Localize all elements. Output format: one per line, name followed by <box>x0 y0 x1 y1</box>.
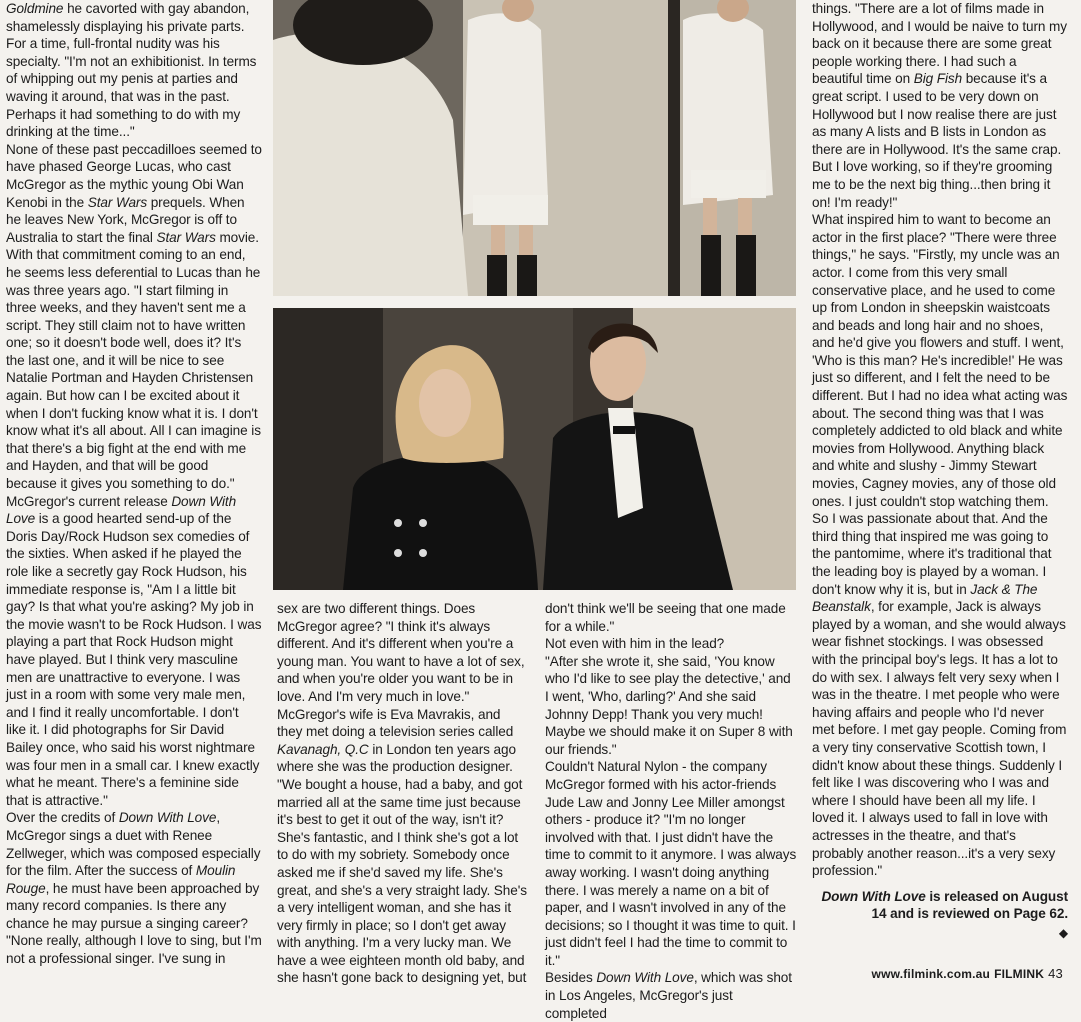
article-paragraph: things. "There are a lot of films made in Hollywood, and I would be naive to turn my back on it because there are some great people working there. I had such a beautiful time on Big Fish because it's a great script. I used to be very down on Hollywood but I now realise there are just as many A lists and B lists in London as there are in Hollywood. It's the same crap. But I love working, so if they're grooming me to be the next big thing...then bring it on! I'm ready!" <box>812 1 1067 210</box>
article-paragraph: Not even with him in the lead? <box>545 636 725 652</box>
footer-url: www.filmink.com.au <box>871 967 991 981</box>
end-mark-icon: ◆ <box>1058 925 1068 940</box>
article-column-1 <box>6 0 262 1000</box>
article-paragraph: None of these past peccadilloes seemed to have phased George Lucas, who cast McGregor as the mythic young Obi Wan Kenobi in the Star Wars prequels. When he leaves New York, McGregor is off to Australia to start the final Star Wars movie. With that commitment coming to an end, he seems less deferential to Lucas than he was three years ago. "I start filming in three weeks, and they haven't sent me a script. They still claim not to have written one; so it doesn't bode well, does it? It's the last one, and it will be nice to see Natalie Portman and Hayden Christensen again. But how can I be excited about it when I don't fucking know what it is. I don't know what it's all about. All I can imagine is that there's a big fight at the end with me and Hayden, and that will be good because it gives you something to do." <box>6 141 262 492</box>
release-note <box>812 888 1068 923</box>
article-paragraph: sex are two different things. Does McGregor agree? "I think it's always different. And it's different when you're a young man. You want to have a lot of sex, and when you're older you want to be in love. And I'm very much in love." <box>277 601 525 704</box>
article-paragraph: What inspired him to want to become an actor in the first place? "There were three things," he says. "Firstly, my uncle was an actor. I come from this very small conservative place, and he used to come up from London in sheepskin waistcoats and beads and long hair and no shoes, and he'd give you flowers and stuff. I went, 'Who is this man? He's incredible!' He was just so different, and I felt the need to be different. But I had no idea what acting was about. The second thing was that I was completely addicted to old black and white movies from Hollywood. Anything black and white and slushy - Jimmy Stewart movies, Cagney movies, any of those old ones. I just couldn't stop watching them. So I was passionate about that. And the third thing that inspired me was going to the pantomime, where it's traditional that the leading boy is played by a woman. I don't know why it is, but in Jack & The Beanstalk, for example, Jack is always played by a woman, and she would always wear fishnet stockings. I was obsessed with the principal boy's legs. It has a lot to do with sex. I always felt very sexy when I was in the theatre. I met people who were having affairs and people who I'd never met before. I met gay people. Coming from a very tiny conservative Scottish town, I didn't know about these things. Suddenly I felt like I was discovering who I was and where I should have been all my life. I loved it. I always used to fall in love with actresses in the theatre, and that's probably another reason...it's a very sexy profession." <box>812 212 1068 879</box>
article-paragraph: McGregor's wife is Eva Mavrakis, and they met doing a television series called Kavanagh, Q.C in London ten years ago where she was the production designer. "We bought a house, had a baby, and got married all at the same time just because it's best to get it out of the way, isn't it? She's fantastic, and I think she's got a lot to do with my sobriety. Somebody once asked me if she'd saved my life. She's great, and she's a very straight lady. She's a very intelligent woman, and she has it very firmly in place; so I don't get away with anything. I'm a very lucky man. We have a wee eighteen month old baby, and she hasn't gone back to designing yet, but <box>277 706 527 986</box>
article-paragraph: Couldn't Natural Nylon - the company McGregor formed with his actor-friends Jude Law and Jonny Lee Miller amongst others - produce it? "I'm no longer involved with that. I just didn't have the time to commit to it anymore. I was always away working. I wasn't doing anything there. I was merely a name on a bit of paper, and I wasn't involved in any of the decisions; so I thought it was time to quit. I just didn't feel I had the time to commit to it." <box>545 759 797 968</box>
article-column-4-body <box>812 0 1068 880</box>
photo-mirror-scene-art <box>273 0 796 296</box>
article-column-4 <box>812 0 1068 990</box>
article-column-2 <box>277 600 529 990</box>
photo-couple-scene-art <box>273 308 796 590</box>
page-footer <box>872 966 1063 981</box>
page-number: 43 <box>1048 966 1063 981</box>
article-column-3 <box>545 600 797 1021</box>
article-paragraph: "After she wrote it, she said, 'You know who I'd like to see play the detective,' and I went, 'Who, darling?' And she said Johnny Depp! Thank you very much! Maybe we should make it on Super 8 with our friends." <box>545 653 793 757</box>
article-paragraph: Goldmine he cavorted with gay abandon, shamelessly displaying his private parts. For a time, full-frontal nudity was his specialty. "I'm not an exhibitionist. In terms of whipping out my penis at parties and waving it around, that was in the past. Perhaps it had something to do with my drinking at the time..." <box>6 1 257 140</box>
article-paragraph: Over the credits of Down With Love, McGregor sings a duet with Renee Zellweger, which was composed especially for the film. After the success of Moulin Rouge, he must have been approached by many record companies. Is there any chance he may pursue a singing career? "None really, although I love to sing, but I'm not a professional singer. I've sung in <box>6 810 262 967</box>
release-note-title: Down With Love <box>821 888 926 904</box>
article-paragraph: don't think we'll be seeing that one made for a while." <box>545 601 786 634</box>
article-paragraph: Besides Down With Love, which was shot in Los Angeles, McGregor's just completed <box>545 970 792 1021</box>
article-paragraph: McGregor's current release Down With Love is a good hearted send-up of the Doris Day/Rock Hudson sex comedies of the sixties. When asked if he played the role like a secretly gay Rock Hudson, his immediate response is, "Am I a little bit gay? Is that what you're asking? My job in the movie wasn't to be Rock Hudson. I was playing a part that Rock Hudson might have played. But I think very masculine men are unattractive to everyone. I was just in a room with some very male men, and I find it really uncomfortable. I don't like it. I did photographs for Sir David Bailey once, who said his worst nightmare was four men in a small car. I knew exactly what he meant. There's a feminine side that is attractive." <box>6 493 262 808</box>
release-note-text: is released on August 14 and is reviewed on Page 62. <box>871 888 1068 922</box>
footer-magazine: FILMINK <box>994 967 1045 981</box>
photo-couple-scene <box>273 308 796 590</box>
photo-mirror-scene <box>273 0 796 296</box>
